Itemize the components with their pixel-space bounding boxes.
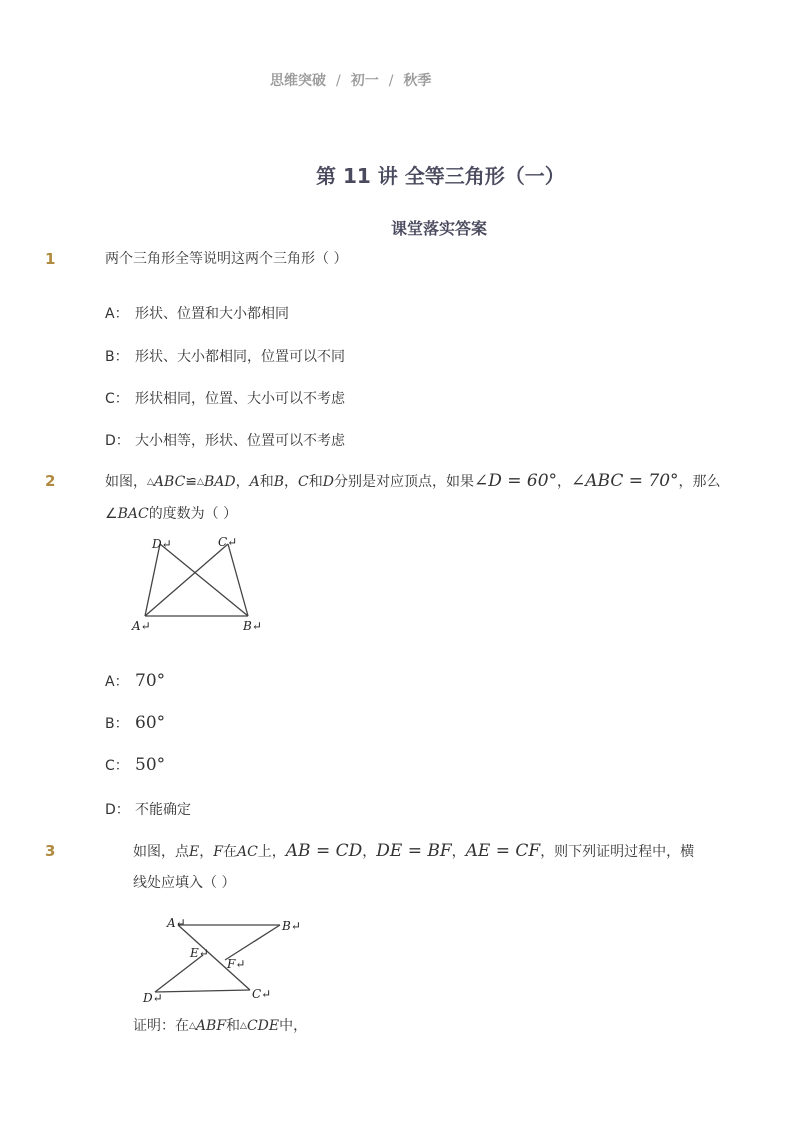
question-text-3-line-1 [133, 835, 694, 868]
option-value: 60° [135, 713, 166, 733]
math-ab-cd: AB = CD [285, 841, 363, 861]
text: ，则下列证明过程中，横 [540, 844, 695, 860]
question-2-option-a[interactable] [105, 671, 165, 691]
text: ，那么 [678, 474, 721, 490]
breadcrumb-item-grade[interactable]: 初一 [350, 73, 379, 89]
label-b: B↵ [243, 619, 262, 633]
text: 分别是对应顶点，如果 [333, 474, 474, 490]
breadcrumb-separator: / [388, 73, 394, 89]
math-angle-d: ∠D = 60° [473, 471, 558, 491]
label-c: C↵ [218, 535, 238, 549]
segment-db [160, 544, 248, 616]
question-2-option-c[interactable] [105, 755, 165, 775]
option-text: 形状相同，位置、大小可以不考虑 [135, 391, 345, 407]
option-label: C： [105, 758, 129, 774]
page-subtitle: 课堂落实答案 [391, 219, 488, 238]
option-value: 70° [135, 671, 166, 691]
triangle-symbol: △ [189, 1021, 196, 1031]
text: ， [557, 474, 572, 490]
label-e: E↵ [190, 946, 209, 960]
question-number-1: 1 [45, 250, 56, 268]
label-a: A↵ [132, 619, 151, 633]
option-label: D： [105, 433, 130, 449]
option-label: D： [105, 802, 130, 818]
math-bad: BAD [203, 474, 236, 490]
math-ac: AC [236, 844, 258, 860]
question-2-option-d[interactable] [105, 799, 191, 819]
segment-bf [225, 925, 280, 960]
option-label: C： [105, 391, 129, 407]
triangle-symbol: △ [240, 1021, 247, 1031]
label-f: F↵ [227, 957, 246, 971]
question-1-option-a[interactable] [105, 303, 289, 323]
label-a: A↵ [167, 916, 186, 930]
question-1-option-c[interactable] [105, 388, 345, 408]
question-number-2: 2 [45, 472, 56, 490]
text: 中， [279, 1018, 308, 1034]
option-text: 形状、位置和大小都相同 [135, 306, 289, 322]
question-1-option-b[interactable] [105, 346, 345, 366]
text: 和 [259, 474, 274, 490]
math-a: A [249, 474, 260, 490]
question-text-2-line-2 [105, 498, 237, 530]
breadcrumb-item-term[interactable]: 秋季 [403, 73, 432, 89]
text: 和 [308, 474, 323, 490]
math-de-bf: DE = BF [376, 841, 452, 861]
triangle-symbol: △ [197, 477, 204, 487]
segment-cb [228, 544, 248, 616]
math-bac: BAC [117, 506, 149, 522]
text: 如图， [105, 474, 147, 490]
math-abc: ABC [153, 474, 186, 490]
option-text: 形状、大小都相同，位置可以不同 [135, 349, 345, 365]
label-d: D↵ [152, 537, 172, 551]
text: ， [284, 474, 298, 490]
breadcrumb [270, 70, 431, 90]
option-label: B： [105, 716, 129, 732]
text: ， [362, 844, 377, 860]
segment-dc [155, 990, 250, 992]
breadcrumb-item-course[interactable]: 思维突破 [270, 73, 326, 89]
label-b: B↵ [282, 919, 301, 933]
math-f: F [213, 844, 223, 860]
math-angle-abc: ∠ABC = 70° [571, 471, 679, 491]
congruent-symbol: ≌ [185, 474, 198, 490]
label-c: C↵ [252, 987, 272, 1001]
math-e: E [189, 844, 200, 860]
text: ， [235, 474, 250, 490]
question-1-option-d[interactable] [105, 430, 345, 450]
option-text: 大小相等，形状、位置可以不考虑 [135, 433, 345, 449]
triangle-symbol: △ [147, 477, 154, 487]
math-ae-cf: AE = CF [465, 841, 541, 861]
text: 和 [226, 1018, 241, 1034]
question-number-3: 3 [45, 842, 56, 860]
segment-ed [155, 955, 203, 992]
question-text-1: 两个三角形全等说明这两个三角形（ ） [105, 251, 348, 267]
option-text: 不能确定 [135, 802, 191, 818]
question-text-2-line-1 [105, 465, 721, 498]
text: 上， [257, 844, 286, 860]
math-abf: ABF [195, 1018, 227, 1034]
math-c: C [298, 474, 309, 490]
figure-quadrilateral-abcd [130, 530, 270, 640]
figure-two-triangles [140, 910, 310, 1010]
option-value: 50° [135, 755, 166, 775]
angle-symbol: ∠ [105, 506, 118, 522]
math-cde: CDE [246, 1018, 280, 1034]
text: ， [199, 844, 214, 860]
text: 在 [222, 844, 237, 860]
breadcrumb-separator: / [336, 73, 341, 89]
proof-line [133, 1010, 307, 1042]
math-b: B [273, 474, 284, 490]
option-label: A： [105, 306, 129, 322]
math-d: D [322, 474, 334, 490]
option-label: A： [105, 674, 129, 690]
text: 如图，点 [133, 844, 189, 860]
text: 证明：在 [133, 1018, 189, 1034]
question-2-option-b[interactable] [105, 713, 165, 733]
label-d: D↵ [143, 991, 163, 1005]
option-label: B： [105, 349, 129, 365]
page-title: 第 11 讲 全等三角形（一） [316, 164, 565, 188]
question-text-3-line-2: 线处应填入（ ） [133, 875, 236, 891]
text: ， [451, 844, 466, 860]
text: 的度数为（ ） [148, 506, 238, 522]
